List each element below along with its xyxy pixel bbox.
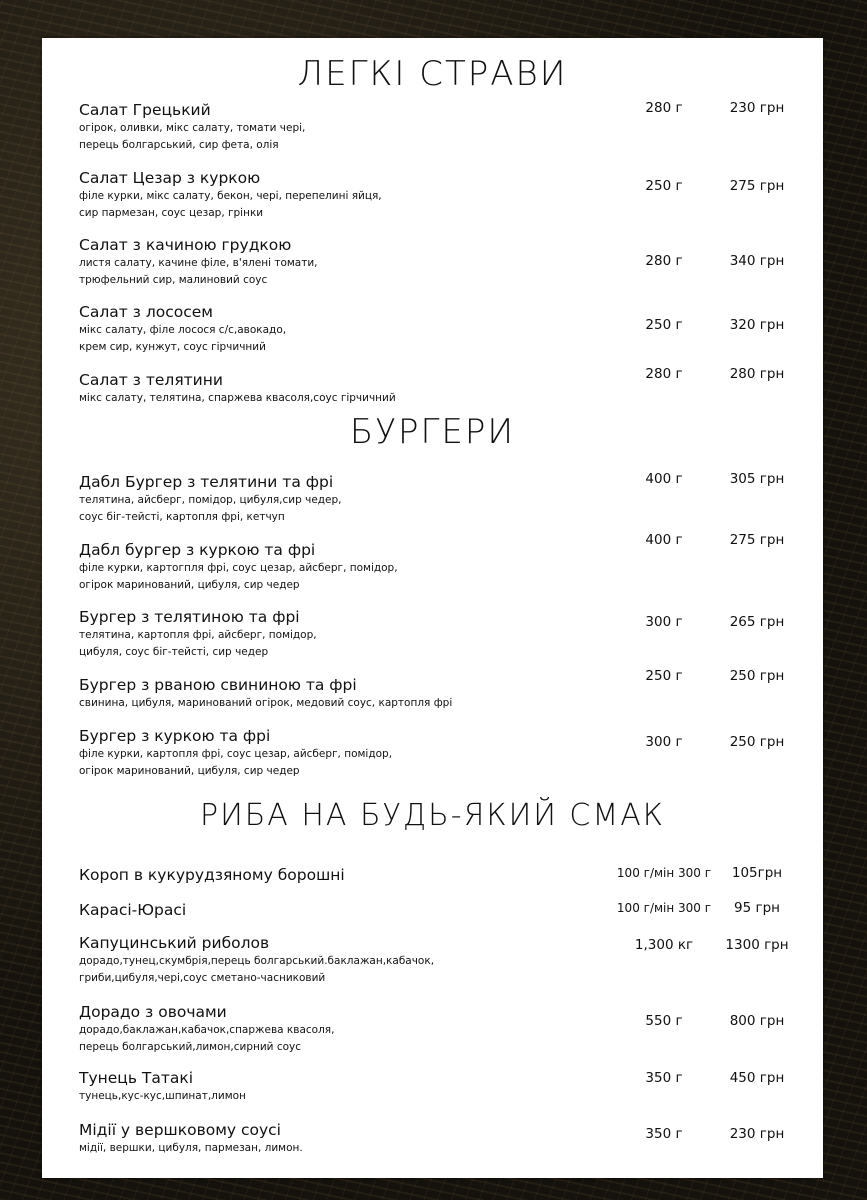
item-description: огірок маринований, цибуля, сир чедер (79, 765, 300, 777)
item-description: мідії, вершки, цибуля, пармезан, лимон. (79, 1142, 303, 1154)
item-description: трюфельний сир, малиновий соус (79, 274, 268, 286)
item-description: філе курки, мікс салату, бекон, чері, перепелині яйця, (79, 190, 382, 202)
item-name: Бургер з куркою та фрі (79, 727, 271, 745)
item-weight: 250 г (645, 178, 683, 194)
item-weight: 400 г (645, 532, 683, 548)
item-description: свинина, цибуля, маринований огірок, медовий соус, картопля фрі (79, 697, 453, 709)
section-title-light-dishes: ЛЕГКІ СТРАВИ (297, 54, 568, 94)
item-description: тунець,кус-кус,шпинат,лимон (79, 1090, 246, 1102)
item-name: Салат Цезар з куркою (79, 169, 261, 187)
menu-item (79, 1002, 799, 1056)
item-description: гриби,цибуля,чері,соус сметано-часниковий (79, 972, 326, 984)
item-price: 305 грн (729, 471, 785, 487)
item-name: Мідії у вершковому соусі (79, 1121, 281, 1139)
item-name: Капуцинський риболов (79, 934, 270, 952)
item-weight: 350 г (645, 1070, 683, 1086)
item-description: перець болгарський, сир фета, олія (79, 139, 279, 151)
menu-item (79, 540, 799, 594)
item-price: 230 грн (729, 100, 785, 116)
item-name: Салат з телятини (79, 371, 223, 389)
item-weight: 280 г (645, 366, 683, 382)
item-name: Салат Грецький (79, 101, 211, 119)
item-weight: 100 г/мін 300 г (616, 866, 712, 880)
item-name: Карасі-Юрасі (79, 901, 187, 919)
item-price: 250 грн (729, 734, 785, 750)
item-description: крем сир, кунжут, соус гірчичний (79, 341, 266, 353)
item-description: огірок маринований, цибуля, сир чедер (79, 579, 300, 591)
item-name: Дабл бургер з куркою та фрі (79, 541, 316, 559)
item-description: філе курки, картогпля фрі, соус цезар, айсберг, помідор, (79, 562, 398, 574)
item-weight: 280 г (645, 100, 683, 116)
item-description: мікс салату, філе лосося с/с,авокадо, (79, 324, 287, 336)
item-weight: 250 г (645, 668, 683, 684)
item-weight: 300 г (645, 614, 683, 630)
item-description: філе курки, картопля фрі, соус цезар, айсберг, помідор, (79, 748, 393, 760)
item-price: 280 грн (729, 366, 785, 382)
item-weight: 300 г (645, 734, 683, 750)
item-weight: 550 г (645, 1013, 683, 1029)
item-price: 230 грн (729, 1126, 785, 1142)
menu-page (42, 38, 823, 1178)
item-name: Дабл Бургер з телятини та фрі (79, 473, 334, 491)
item-name: Бургер з телятиною та фрі (79, 608, 300, 626)
item-name: Короп в кукурудзяному борошні (79, 866, 345, 884)
item-weight: 100 г/мін 300 г (616, 901, 712, 915)
item-description: листя салату, качине філе, в'ялені томати, (79, 257, 318, 269)
section-title-fish: РИБА НА БУДЬ-ЯКИЙ СМАК (199, 798, 665, 833)
item-name: Дорадо з овочами (79, 1003, 227, 1021)
item-weight: 350 г (645, 1126, 683, 1142)
item-price: 275 грн (729, 178, 785, 194)
item-price: 95 грн (734, 900, 780, 916)
menu-item (79, 168, 799, 222)
item-price: 265 грн (729, 614, 785, 630)
item-description: сир пармезан, соус цезар, грінки (79, 207, 264, 219)
item-price: 275 грн (729, 532, 785, 548)
item-name: Тунець Татакі (79, 1069, 194, 1087)
item-name: Бургер з рваною свининою та фрі (79, 676, 357, 694)
item-weight: 250 г (645, 317, 683, 333)
item-price: 450 грн (729, 1070, 785, 1086)
item-weight: 400 г (645, 471, 683, 487)
item-description: дорадо,тунец,скумбрія,перець болгарський.баклажан,кабачок, (79, 955, 435, 967)
item-weight: 280 г (645, 253, 683, 269)
item-price: 800 грн (729, 1013, 785, 1029)
item-description: мікс салату, телятина, спаржева квасоля,соус гірчичний (79, 392, 396, 404)
item-price: 320 грн (729, 317, 785, 333)
item-name: Салат з лососем (79, 303, 213, 321)
item-description: перець болгарський,лимон,сирний соус (79, 1041, 302, 1053)
item-price: 1300 грн (725, 937, 789, 953)
item-weight: 1,300 кг (634, 937, 694, 953)
item-description: цибуля, соус біг-тейсті, сир чедер (79, 646, 269, 658)
section-title-burgers: БУРГЕРИ (349, 412, 516, 452)
item-price: 250 грн (729, 668, 785, 684)
item-price: 340 грн (729, 253, 785, 269)
item-name: Салат з качиною грудкою (79, 236, 292, 254)
item-description: огірок, оливки, мікс салату, томати чері, (79, 122, 306, 134)
item-description: телятина, картопля фрі, айсберг, помідор, (79, 629, 317, 641)
item-description: соус біг-тейсті, картопля фрі, кетчуп (79, 511, 285, 523)
item-description: дорадо,баклажан,кабачок,спаржева квасоля, (79, 1024, 335, 1036)
item-price: 105грн (731, 865, 783, 881)
item-description: телятина, айсберг, помідор, цибуля,сир чедер, (79, 494, 342, 506)
